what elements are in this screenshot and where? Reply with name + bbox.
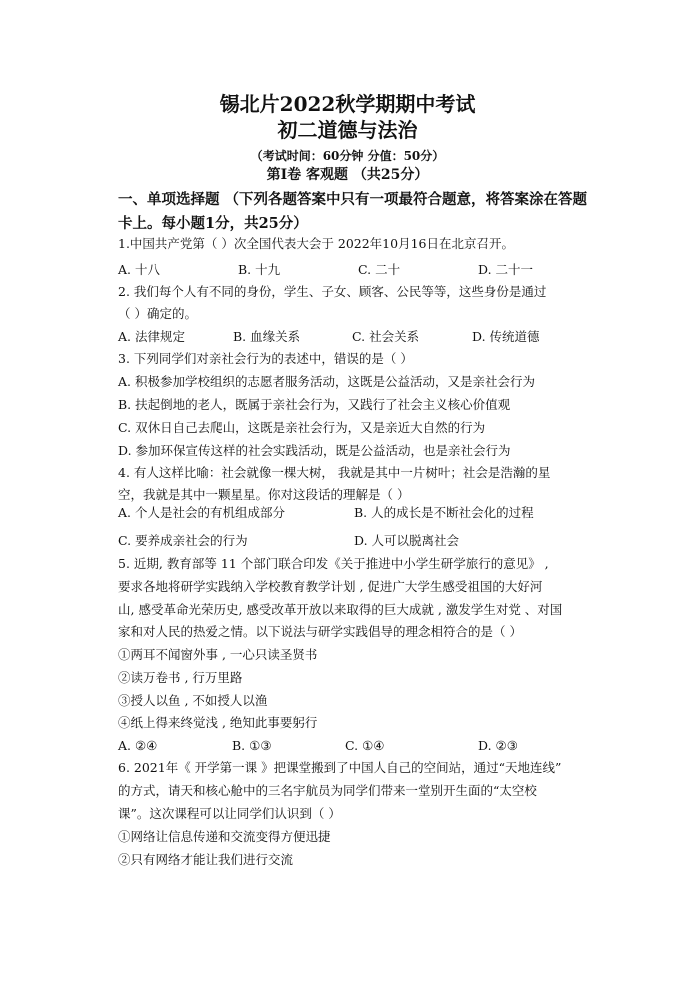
exam-title: 锡北片2022秋学期期中考试 (219, 92, 476, 116)
q3-stem: 3. 下列同学们对亲社会行为的表述中，错误的是（ ） (118, 351, 413, 366)
q6-stem-line-1: 6. 2021年《 开学第一课 》把课堂搬到了中国人自己的空间站，通过“天地连线” (118, 760, 562, 775)
q1-stem: 1.中国共产党第（ ）次全国代表大会于 2022年10月16日在北京召开。 (118, 236, 514, 251)
q5-item-1: ①两耳不闻窗外事 , 一心只读圣贤书 (118, 647, 318, 662)
q2-option-a: A. 法律规定 (118, 329, 185, 344)
q3-option-d: D. 参加环保宣传这样的社会实践活动，既是公益活动，也是亲社会行为 (118, 443, 511, 458)
q5-option-b: B. ①③ (232, 738, 272, 753)
exam-info: （考试时间：60分钟 分值：50分） (250, 149, 445, 163)
q5-stem-line-2: 要求各地将研学实践纳入学校教育教学计划 , 促进广大学生感受祖国的大好河 (118, 579, 543, 594)
q5-item-3: ③授人以鱼 , 不如授人以渔 (118, 693, 268, 708)
q4-option-c: C. 要养成亲社会的行为 (118, 533, 248, 548)
q3-option-a: A. 积极参加学校组织的志愿者服务活动，这既是公益活动，又是亲社会行为 (118, 374, 535, 389)
q1-option-d: D. 二十一 (478, 262, 534, 277)
exam-subtitle: 初二道德与法治 (277, 118, 418, 142)
q1-option-a: A. 十八 (118, 262, 160, 277)
q2-option-d: D. 传统道德 (472, 329, 540, 344)
q1-option-b: B. 十九 (238, 262, 281, 277)
q6-stem-line-3: 课”。这次课程可以让同学们认识到（ ） (118, 806, 341, 821)
q5-stem-line-3: 山, 感受革命光荣历史, 感受改革开放以来取得的巨大成就 , 激发学生对党 、对国 (118, 602, 563, 617)
q5-item-2: ②读万卷书 , 行万里路 (118, 670, 243, 685)
q4-option-a: A. 个人是社会的有机组成部分 (118, 505, 285, 520)
q6-item-2: ②只有网络才能让我们进行交流 (118, 852, 294, 867)
q4-option-d: D. 人可以脱离社会 (354, 533, 460, 548)
q5-stem-line-1: 5. 近期, 教育部等 11 个部门联合印发《关于推进中小学生研学旅行的意见》 , (118, 556, 549, 571)
q6-item-1: ①网络让信息传递和交流变得方便迅捷 (118, 829, 331, 844)
section-heading: 一、单项选择题 （下列各题答案中只有一项最符合题意，将答案涂在答题卡上。每小题1分，共25分） (118, 191, 588, 232)
q3-option-c: C. 双休日自己去爬山，这既是亲社会行为，又是亲近大自然的行为 (118, 420, 486, 435)
q5-item-4: ④纸上得来终觉浅 , 绝知此事要躬行 (118, 715, 318, 730)
q2-option-b: B. 血缘关系 (233, 329, 301, 344)
q6-stem-line-2: 的方式，请天和核心舱中的三名宇航员为同学们带来一堂别开生面的“太空校 (118, 783, 537, 798)
q4-stem-line-2: 空，我就是其中一颗星星。你对这段话的理解是（ ） (118, 487, 410, 502)
q2-option-c: C. 社会关系 (352, 329, 420, 344)
q4-option-b: B. 人的成长是不断社会化的过程 (354, 505, 534, 520)
q4-stem-line-1: 4. 有人这样比喻：社会就像一棵大树， 我就是其中一片树叶；社会是浩瀚的星 (118, 465, 551, 480)
q5-option-c: C. ①④ (345, 738, 385, 753)
q5-option-d: D. ②③ (478, 738, 518, 753)
q3-option-b: B. 扶起倒地的老人，既属于亲社会行为，又践行了社会主义核心价值观 (118, 397, 511, 412)
q5-option-a: A. ②④ (118, 738, 158, 753)
q2-stem-line-2: （ ）确定的。 (118, 306, 197, 321)
q5-stem-line-4: 家和对人民的热爱之情。以下说法与研学实践倡导的理念相符合的是（ ） (118, 624, 522, 639)
part-heading: 第Ⅰ卷 客观题 （共25分） (266, 167, 429, 183)
q1-option-c: C. 二十 (358, 262, 401, 277)
q2-stem-line-1: 2. 我们每个人有不同的身份，学生、子女、顾客、公民等等，这些身份是通过 (118, 284, 547, 299)
